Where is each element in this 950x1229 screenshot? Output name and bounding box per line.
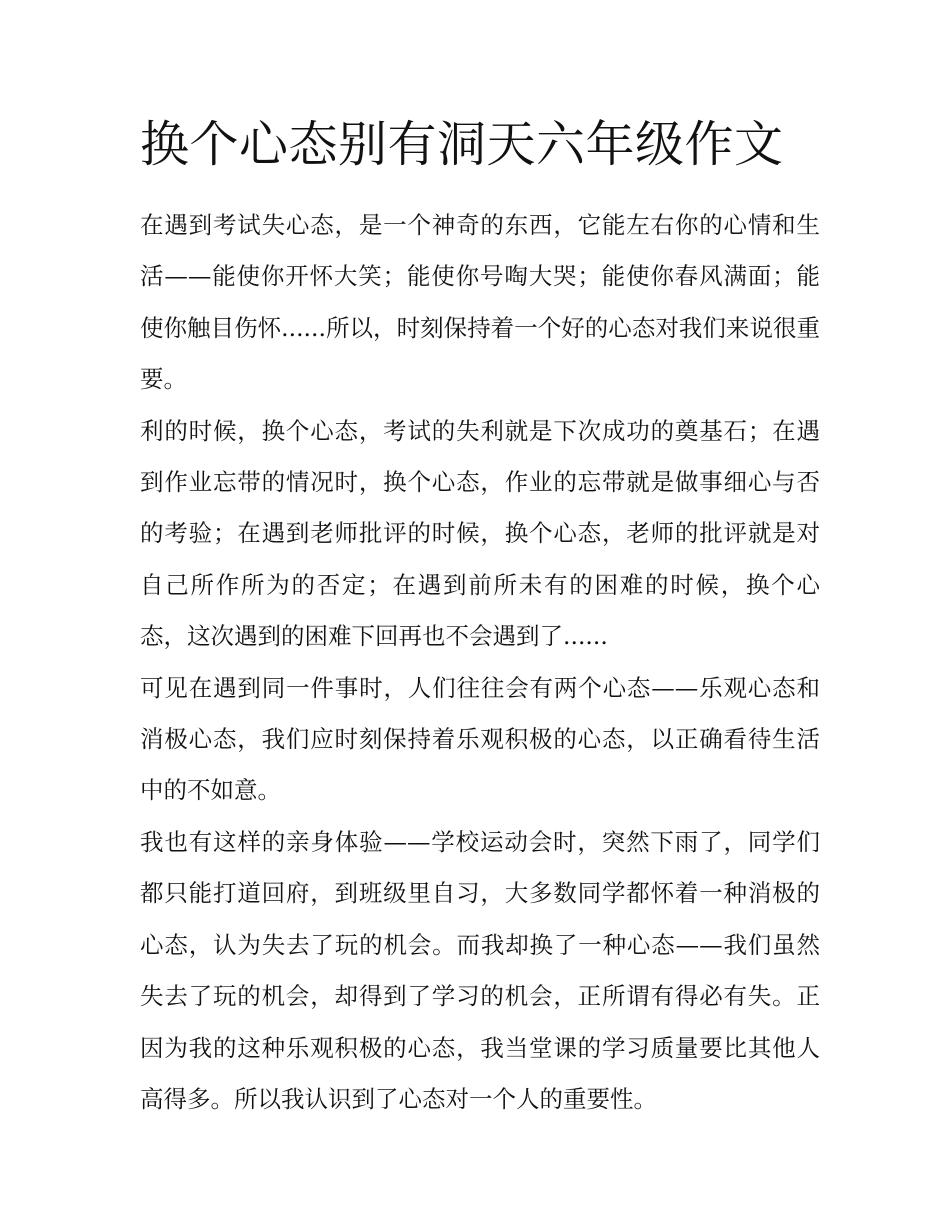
- document-title: 换个心态别有洞天六年级作文: [140, 116, 784, 173]
- document-body: [140, 200, 820, 1125]
- paragraph-4: 我也有这样的亲身体验——学校运动会时，突然下雨了，同学们都只能打道回府，到班级里自习，大多数同学都怀着一种消极的心态，认为失去了玩的机会。而我却换了一种心态——我们虽然失去了玩的机会，却得到了学习的机会，正所谓有得必有失。正因为我的这种乐观积极的心态，我当堂课的学习质量要比其他人高得多。所以我认识到了心态对一个人的重要性。: [140, 827, 820, 1113]
- paragraph-1: 在遇到考试失心态，是一个神奇的东西，它能左右你的心情和生活——能使你开怀大笑；能使你号啕大哭；能使你春风满面；能使你触目伤怀......所以，时刻保持着一个好的心态对我们来说很重要。: [140, 211, 820, 394]
- paragraph-3: 可见在遇到同一件事时，人们往往会有两个心态——乐观心态和消极心态，我们应时刻保持着乐观积极的心态，以正确看待生活中的不如意。: [140, 673, 820, 805]
- paragraph-2: 利的时候，换个心态，考试的失利就是下次成功的奠基石；在遇到作业忘带的情况时，换个心态，作业的忘带就是做事细心与否的考验；在遇到老师批评的时候，换个心态，老师的批评就是对自己所作所为的否定；在遇到前所未有的困难的时候，换个心态，这次遇到的困难下回再也不会遇到了......: [140, 416, 820, 651]
